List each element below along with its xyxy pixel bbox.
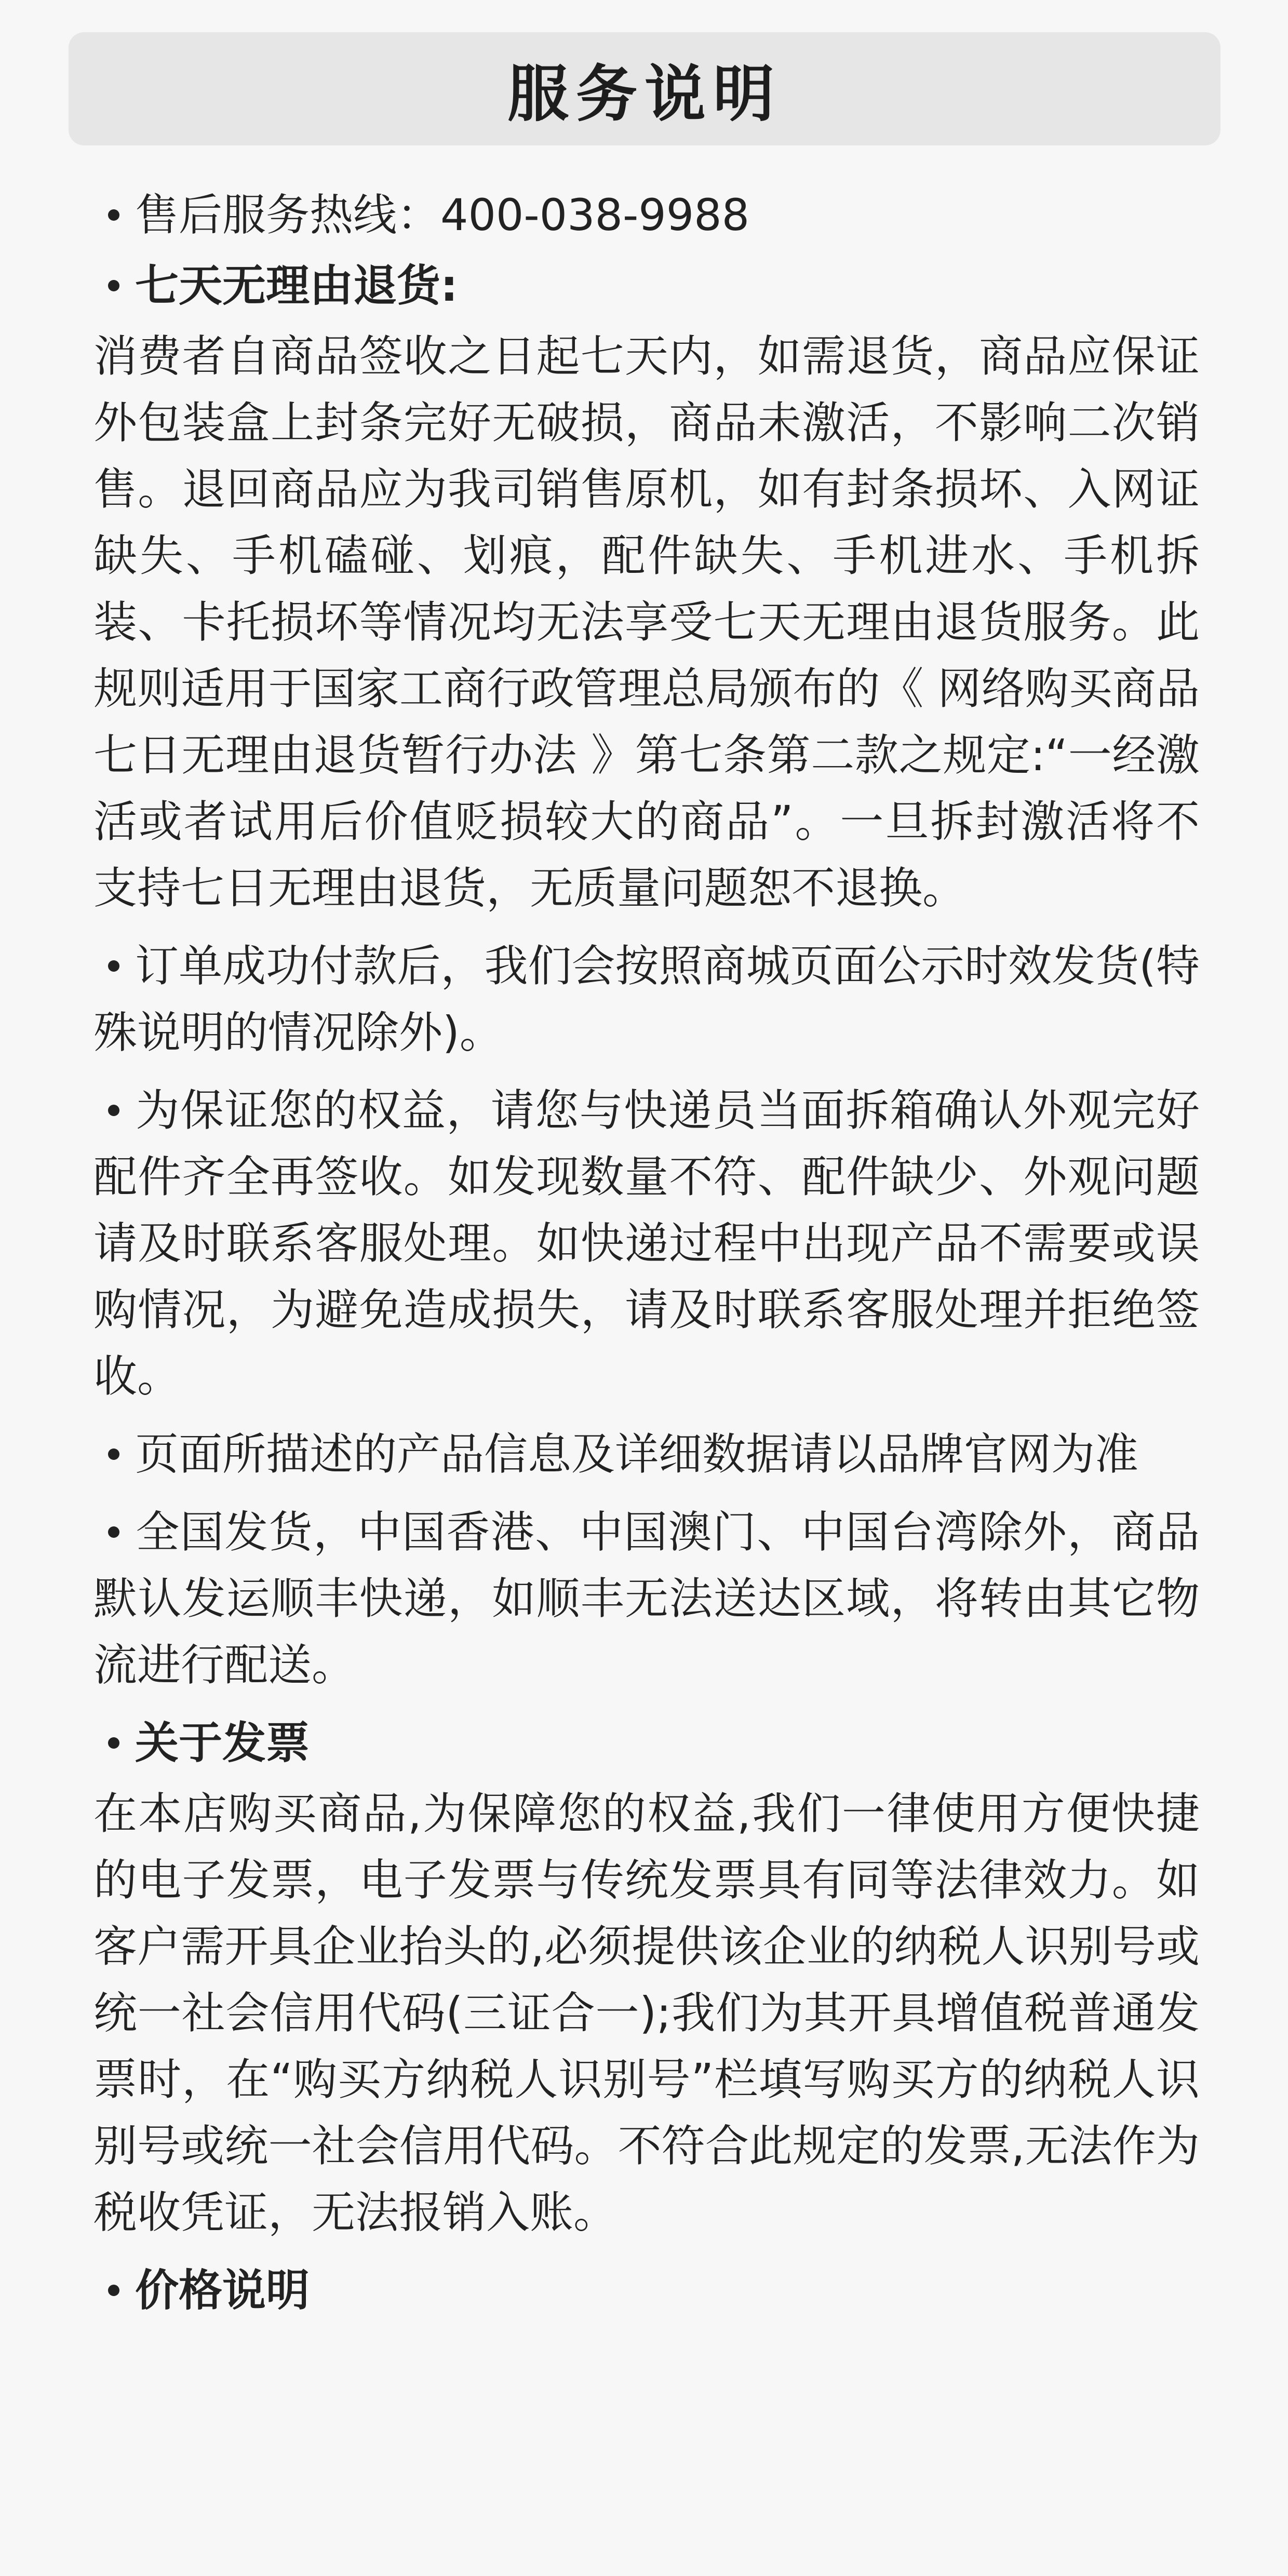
- bullet-icon: [108, 1737, 119, 1749]
- invoice-text: 在本店购买商品,为保障您的权益,我们一律使用方便快捷的电子发票，电子发票与传统发票具有同等法律效力。如客户需开具企业抬头的,必须提供该企业的纳税人识别号或统一社会信用代码(三证合一);我们为其开具增值税普通发票时，在“购买方纳税人识别号”栏填写购买方的纳税人识别号或统一社会信用代码。不符合此规定的发票,无法作为税收凭证，无法报销入账。: [93, 1788, 1200, 2238]
- delivery-item: [93, 1499, 1200, 1698]
- bullet-icon: [108, 1526, 119, 1538]
- shipping-text: 订单成功付款后，我们会按照商城页面公示时效发货(特殊说明的情况除外)。: [93, 941, 1200, 1058]
- hotline-item: [93, 182, 1200, 248]
- title-bar: [69, 32, 1220, 145]
- delivery-text: 全国发货，中国香港、中国澳门、中国台湾除外，商品默认发运顺丰快递，如顺丰无法送达区域，将转由其它物流进行配送。: [93, 1507, 1200, 1691]
- page-title: 服务说明: [507, 58, 782, 130]
- product-info-item: [93, 1421, 1200, 1487]
- hotline-text: 售后服务热线：400-038-9988: [135, 190, 750, 240]
- bullet-icon: [108, 209, 119, 221]
- price-heading: 价格说明: [135, 2265, 310, 2316]
- product-info-text: 页面所描述的产品信息及详细数据请以品牌官网为准: [135, 1429, 1139, 1480]
- return-policy-text: 消费者自商品签收之日起七天内，如需退货，商品应保证外包装盒上封条完好无破损，商品未激活，不影响二次销售。退回商品应为我司销售原机，如有封条损坏、入网证缺失、手机磕碰、划痕，配件缺失、手机进水、手机拆装、卡托损坏等情况均无法享受七天无理由退货服务。此规则适用于国家工商行政管理总局颁布的《 网络购买商品七日无理由退货暂行办法 》第七条第二款之规定:“一经激活或者试用后价值贬损较大的商品”。一旦拆封激活将不支持七日无理由退货，无质量问题恕不退换。: [93, 331, 1200, 914]
- return-heading: 七天无理由退货:: [135, 260, 458, 311]
- price-heading-item: [93, 2257, 1200, 2324]
- bullet-icon: [108, 960, 119, 972]
- bullet-icon: [108, 2285, 119, 2296]
- bullet-icon: [108, 1448, 119, 1460]
- inspection-item: [93, 1077, 1200, 1410]
- bullet-icon: [108, 1105, 119, 1116]
- bullet-icon: [108, 280, 119, 291]
- inspection-text: 为保证您的权益，请您与快递员当面拆箱确认外观完好配件齐全再签收。如发现数量不符、配件缺少、外观问题请及时联系客服处理。如快递过程中出现产品不需要或误购情况，为避免造成损失，请及时联系客服处理并拒绝签收。: [93, 1085, 1200, 1402]
- return-heading-item: [93, 252, 1200, 319]
- invoice-heading: 关于发票: [135, 1718, 310, 1768]
- invoice-heading-item: [93, 1710, 1200, 1776]
- shipping-item: [93, 933, 1200, 1066]
- service-content: [93, 182, 1200, 2324]
